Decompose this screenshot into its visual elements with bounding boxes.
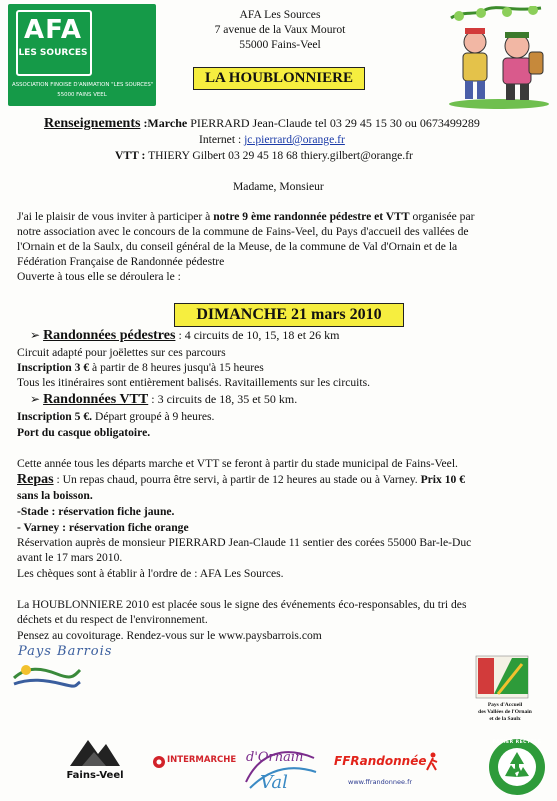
eco-line2: déchets et du respect de l'environnement.: [17, 613, 208, 626]
pays-accueil-emblem-icon: [474, 654, 530, 700]
covoiturage-info: Pensez au covoiturage. Rendez-vous sur le www.paysbarrois.com: [17, 629, 322, 642]
org-name: AFA Les Sources: [239, 8, 321, 21]
walks-desc: : 4 circuits de 10, 15, 18 et 26 km: [178, 328, 340, 342]
cheques-info: Les chèques sont à établir à l'ordre de : AFA Les Sources.: [17, 567, 284, 580]
fains-veel-logo: [60, 732, 130, 794]
pays-accueil-text1: Pays d'Accueil: [487, 702, 523, 708]
ffrandonnee-text: FFRandonnée: [334, 754, 427, 768]
arrow-bullet-icon: ➢: [30, 392, 41, 406]
contact-email-link[interactable]: jc.pierrard@orange.fr: [244, 133, 345, 146]
contacts-line-marche: [44, 116, 480, 131]
intro-line4: Fédération Française de Randonnée pédestre: [17, 255, 225, 268]
salutation: Madame, Monsieur: [233, 180, 324, 193]
vtt-label: VTT :: [115, 149, 146, 162]
walks-balisage: Tous les itinéraires sont entièrement balisés. Ravitaillements sur les circuits.: [17, 376, 371, 389]
val-ornain-text1: d'Ornain: [246, 750, 304, 765]
vtt-desc: : 3 circuits de 18, 35 et 50 km.: [151, 392, 298, 406]
address-line1: 7 avenue de la Vaux Mourot: [214, 23, 346, 36]
contacts-line-vtt: [115, 149, 413, 163]
afa-logo-big: AFA: [23, 15, 83, 45]
reservation-line1: Réservation auprès de monsieur PIERRARD Jean-Claude 11 sentier des corées 55000 Bar-le-Duc: [17, 536, 472, 549]
internet-label: Internet :: [199, 133, 242, 146]
val-ornain-text2: Val: [260, 772, 288, 793]
pays-accueil-text3: et de la Saulx: [489, 716, 521, 722]
intro-line3: l'Ornain et de la Saulx, du conseil général de la Meuse, de la commune de Val d'Ornain et de la: [17, 240, 458, 253]
afa-logo: [8, 4, 156, 106]
walks-inscription-hours: à partir de 8 heures jusqu'à 15 heures: [89, 361, 264, 374]
walks-heading-line: [30, 328, 339, 343]
repas-text: : Un repas chaud, pourra être servi, à partir de 12 heures au stade ou à Varney.: [53, 473, 421, 486]
intro-line5: Ouverte à tous elle se déroulera le :: [17, 270, 181, 283]
pays-barrois-text: Pays Barrois: [18, 644, 113, 659]
stade-reservation: -Stade : réservation fiche jaune.: [17, 505, 175, 518]
marche-contact: PIERRARD Jean-Claude tel 03 29 45 15 30 ou 0673499289: [190, 116, 480, 130]
hiker-left: [463, 28, 487, 99]
walks-title: Randonnées pédestres: [43, 328, 176, 343]
ffrandonnee-url: www.ffrandonnee.fr: [348, 778, 413, 786]
event-date-box: DIMANCHE 21 mars 2010: [174, 303, 404, 327]
reservation-line2: avant le 17 mars 2010.: [17, 551, 123, 564]
contacts-line-internet: [199, 133, 345, 147]
recycled-paper-logo: [488, 738, 546, 796]
intro-text-bold: notre 9 ème randonnée pédestre et VTT: [213, 210, 410, 223]
ffrandonnee-logo: [334, 754, 442, 794]
varney-reservation: - Varney : réservation fiche orange: [17, 521, 189, 534]
intermarche-logo: [152, 752, 237, 772]
walker-icon: [424, 752, 440, 772]
hiker-right: [503, 32, 543, 100]
val-ornain-logo: [240, 736, 320, 798]
pays-barrois-logo: [12, 644, 162, 694]
arrow-bullet-icon: ➢: [30, 328, 41, 342]
repas-line2: sans la boisson.: [17, 489, 93, 502]
departs-info: Cette année tous les départs marche et VTT se feront à partir du stade municipal de Fains-Veel.: [17, 457, 458, 470]
ground-shadow: [449, 99, 549, 109]
recycle-icon: [488, 738, 546, 796]
recycle-text: PAPIER RECYCLÉ: [492, 740, 542, 745]
repas-line: [17, 473, 465, 487]
intermarche-emblem-icon: [152, 755, 166, 769]
vtt-contact: THIERY Gilbert 03 29 45 18 68 thiery.gilbert@orange.fr: [148, 149, 413, 162]
vtt-inscription-price: Inscription 5 €.: [17, 410, 93, 423]
marche-label: :Marche: [143, 116, 188, 130]
afa-logo-caption2: 55000 FAINS VEEL: [57, 92, 107, 98]
address-line2: 55000 Fains-Veel: [239, 38, 321, 51]
vtt-title: Randonnées VTT: [43, 392, 149, 407]
repas-label: Repas: [17, 472, 54, 487]
eco-line1: La HOUBLONNIERE 2010 est placée sous le signe des événements éco-responsables, du tri des: [17, 598, 467, 611]
hikers-cartoon-illustration: [445, 6, 553, 110]
intro-line2: notre association avec le concours de la commune de Fains-Veel, du Pays d'accueil des vallées de: [17, 225, 469, 238]
intro-text-a: J'ai le plaisir de vous inviter à participer à: [17, 210, 214, 223]
intro-text-b: organisée par: [409, 210, 475, 223]
vtt-heading-line: [30, 392, 297, 407]
afa-logo-caption1: ASSOCIATION FINOISE D'ANIMATION "LES SOURCES": [12, 82, 154, 88]
vtt-inscription: [17, 410, 214, 424]
page-title: LA HOUBLONNIERE: [193, 67, 365, 90]
vtt-depart: Départ groupé à 9 heures.: [92, 410, 215, 423]
walks-inscription: [17, 361, 264, 375]
fains-veel-text: Fains-Veel: [66, 770, 124, 781]
afa-logo-small: LES SOURCES: [18, 48, 88, 58]
pays-barrois-landscape-icon: [12, 660, 82, 692]
helmet-notice: Port du casque obligatoire.: [17, 426, 151, 439]
intermarche-text: INTERMARCHE: [167, 755, 237, 765]
walks-inscription-price: Inscription 3 €: [17, 361, 90, 374]
renseignements-heading: Renseignements: [44, 116, 141, 131]
intro-line1: [17, 210, 474, 224]
pays-accueil-logo: [460, 654, 550, 734]
walks-joelettes: Circuit adapté pour joëlettes sur ces parcours: [17, 346, 226, 359]
fains-veel-emblem-icon: [68, 732, 122, 768]
repas-price: Prix 10 €: [420, 473, 465, 486]
pays-accueil-text2: des Vallées de l'Ornain: [478, 709, 532, 715]
hop-vine: [451, 8, 541, 18]
